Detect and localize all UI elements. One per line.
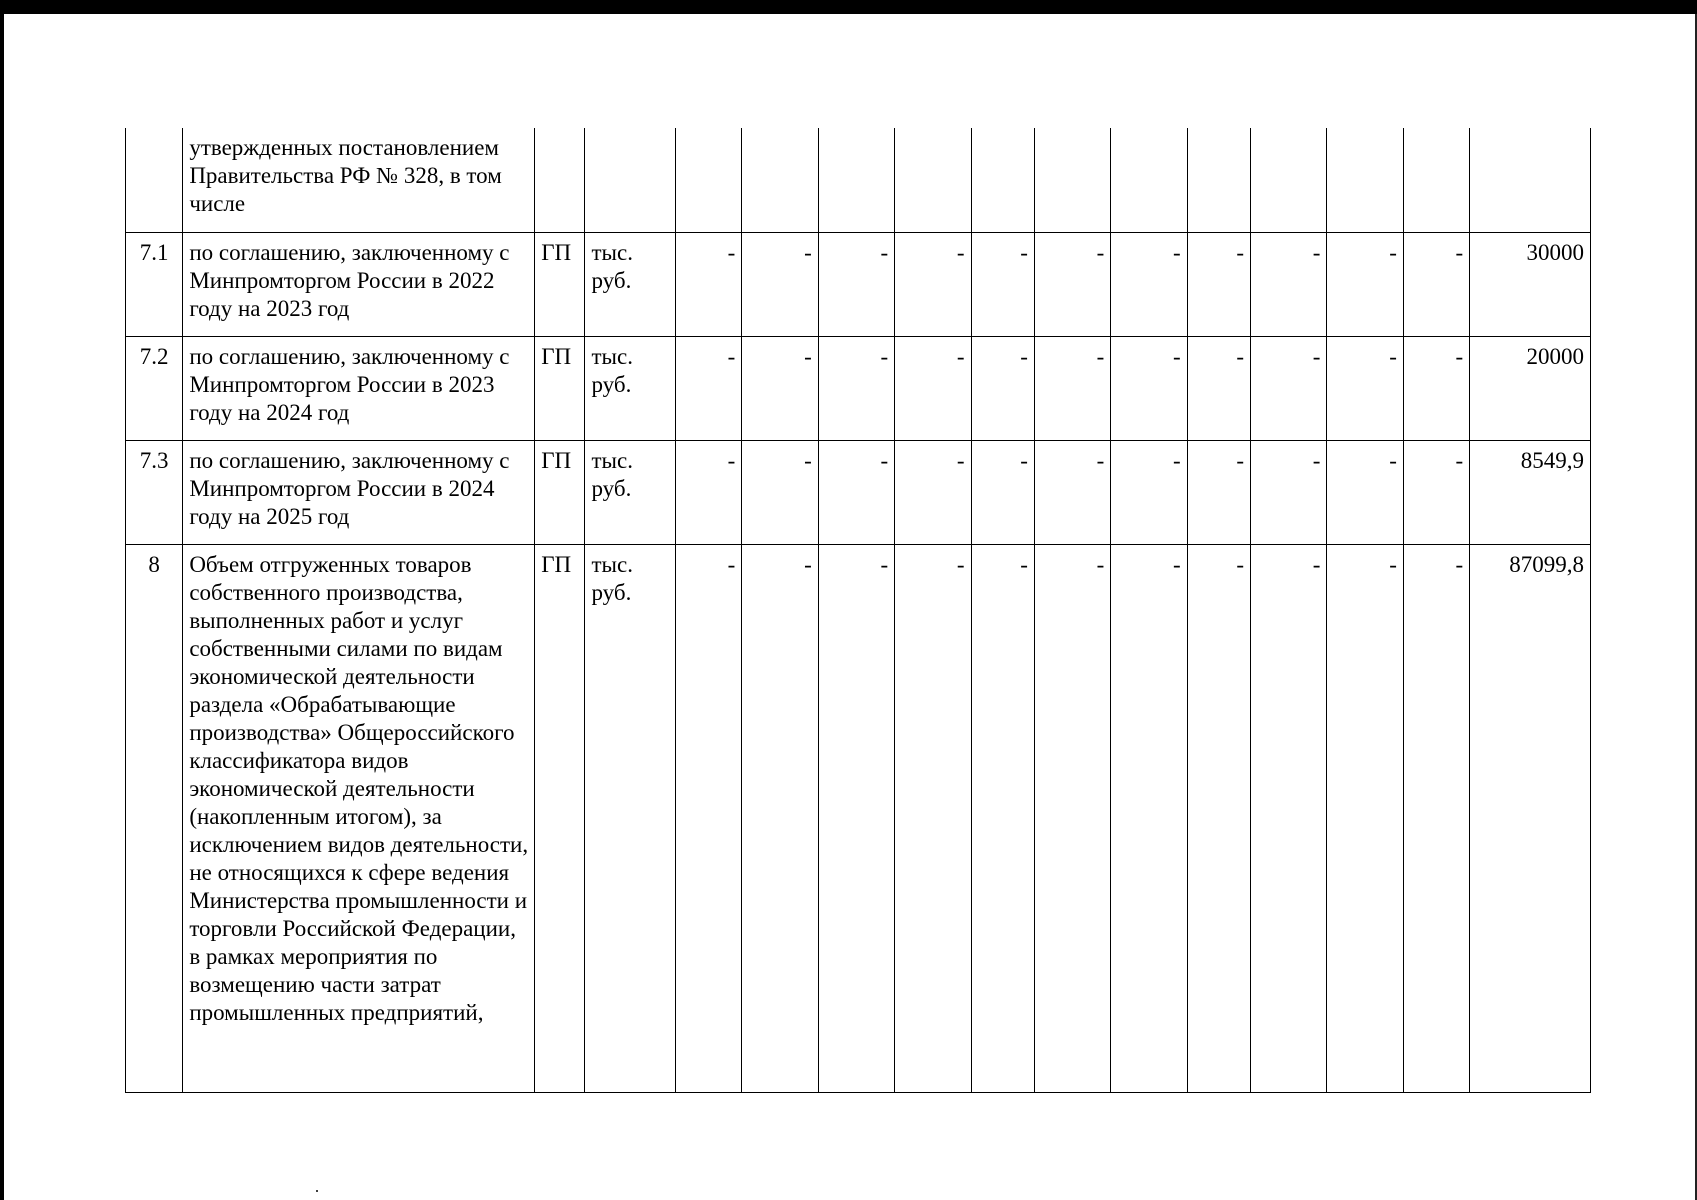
unit-cell: тыс. руб.	[585, 440, 675, 544]
value-cell	[1327, 128, 1403, 232]
value-cell: -	[971, 336, 1034, 440]
total-value-cell: 87099,8	[1470, 544, 1591, 1092]
table-row	[126, 232, 1591, 336]
value-cell: -	[1111, 440, 1187, 544]
row-number-cell: 8	[126, 544, 183, 1092]
value-cell: -	[1327, 232, 1403, 336]
value-cell: -	[1327, 440, 1403, 544]
value-cell: -	[742, 232, 818, 336]
value-cell: -	[1111, 544, 1187, 1092]
table-row	[126, 128, 1591, 232]
value-cell: -	[1111, 336, 1187, 440]
responsible-cell	[535, 128, 585, 232]
total-value-cell: 20000	[1470, 336, 1591, 440]
value-cell: -	[742, 544, 818, 1092]
value-cell: -	[1034, 336, 1110, 440]
table-row	[126, 544, 1591, 1092]
indicator-name-cell: по соглашению, заключенному с Минпромторгом России в 2023 году на 2024 год	[183, 336, 535, 440]
value-cell: -	[1111, 232, 1187, 336]
total-value-cell: 8549,9	[1470, 440, 1591, 544]
value-cell	[971, 128, 1034, 232]
value-cell: -	[1403, 232, 1469, 336]
value-cell: -	[675, 232, 741, 336]
value-cell: -	[1034, 232, 1110, 336]
value-cell	[1251, 128, 1327, 232]
row-number-cell: 7.1	[126, 232, 183, 336]
value-cell: -	[1187, 440, 1250, 544]
scan-top-border	[0, 0, 1697, 14]
total-value-cell	[1470, 128, 1591, 232]
indicator-name-cell: по соглашению, заключенному с Минпромторгом России в 2022 году на 2023 год	[183, 232, 535, 336]
value-cell: -	[895, 440, 971, 544]
value-cell: -	[818, 544, 894, 1092]
responsible-cell: ГП	[535, 336, 585, 440]
value-cell: -	[818, 440, 894, 544]
value-cell: -	[1403, 544, 1469, 1092]
unit-cell: тыс. руб.	[585, 232, 675, 336]
value-cell: -	[971, 440, 1034, 544]
value-cell	[895, 128, 971, 232]
table-row	[126, 440, 1591, 544]
value-cell: -	[742, 336, 818, 440]
value-cell: -	[818, 336, 894, 440]
value-cell: -	[1187, 232, 1250, 336]
indicators-table	[125, 128, 1591, 1093]
row-number-cell: 7.3	[126, 440, 183, 544]
value-cell: -	[895, 544, 971, 1092]
value-cell: -	[675, 336, 741, 440]
indicator-name-cell: по соглашению, заключенному с Минпромторгом России в 2024 году на 2025 год	[183, 440, 535, 544]
value-cell: -	[1251, 440, 1327, 544]
value-cell: -	[1403, 440, 1469, 544]
unit-cell	[585, 128, 675, 232]
value-cell	[1034, 128, 1110, 232]
value-cell: -	[895, 232, 971, 336]
row-number-cell	[126, 128, 183, 232]
value-cell: -	[1251, 336, 1327, 440]
value-cell: -	[971, 544, 1034, 1092]
value-cell	[818, 128, 894, 232]
value-cell: -	[895, 336, 971, 440]
row-number-cell: 7.2	[126, 336, 183, 440]
indicator-name-cell: утвержденных постановлением Правительства РФ № 328, в том числе	[183, 128, 535, 232]
responsible-cell: ГП	[535, 440, 585, 544]
value-cell	[1187, 128, 1250, 232]
value-cell	[1403, 128, 1469, 232]
value-cell: -	[675, 544, 741, 1092]
unit-cell: тыс. руб.	[585, 544, 675, 1092]
value-cell: -	[1034, 544, 1110, 1092]
scan-speck	[316, 1190, 318, 1192]
responsible-cell: ГП	[535, 232, 585, 336]
value-cell: -	[675, 440, 741, 544]
value-cell: -	[1251, 544, 1327, 1092]
value-cell: -	[742, 440, 818, 544]
value-cell	[675, 128, 741, 232]
value-cell: -	[1403, 336, 1469, 440]
value-cell: -	[1187, 544, 1250, 1092]
value-cell: -	[1251, 232, 1327, 336]
value-cell: -	[818, 232, 894, 336]
total-value-cell: 30000	[1470, 232, 1591, 336]
value-cell: -	[1034, 440, 1110, 544]
value-cell: -	[971, 232, 1034, 336]
value-cell: -	[1327, 336, 1403, 440]
responsible-cell: ГП	[535, 544, 585, 1092]
scan-left-border	[0, 14, 4, 1200]
indicator-name-cell: Объем отгруженных товаров собственного производства, выполненных работ и услуг собственными силами по видам экономической деятельности раздела «Обрабатывающие производства» Общероссийского классификатора видов экономической деятельности (накопленным итогом), за исключением видов деятельности, не относящихся к сфере ведения Министерства промышленности и торговли Российской Федерации, в рамках мероприятия по возмещению части затрат промышленных предприятий,	[183, 544, 535, 1092]
value-cell: -	[1187, 336, 1250, 440]
value-cell: -	[1327, 544, 1403, 1092]
unit-cell: тыс. руб.	[585, 336, 675, 440]
value-cell	[1111, 128, 1187, 232]
table-row	[126, 336, 1591, 440]
value-cell	[742, 128, 818, 232]
